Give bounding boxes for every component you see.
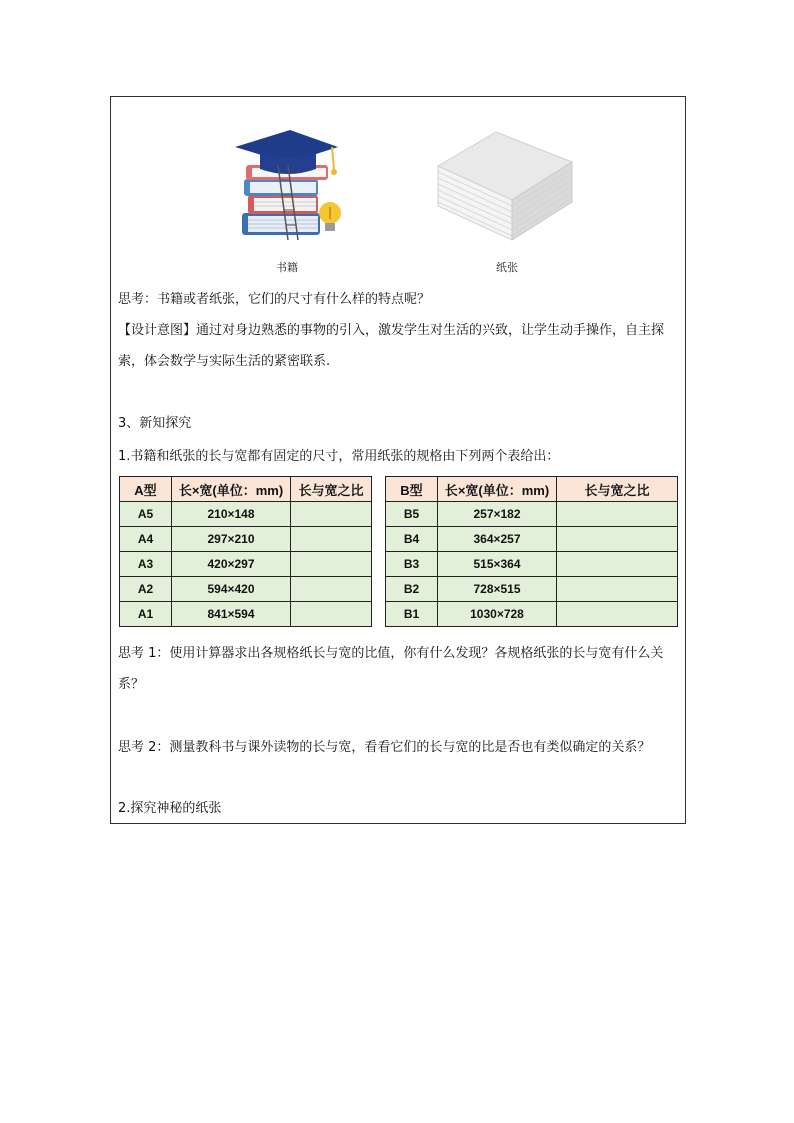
- b-type-cell: B3: [386, 552, 438, 577]
- b-type-cell: B2: [386, 577, 438, 602]
- table-gap: [372, 552, 386, 577]
- a-dims-cell: 210×148: [172, 502, 291, 527]
- paper-stack-illustration: [432, 128, 578, 244]
- table-gap: [372, 502, 386, 527]
- a-ratio-cell: [291, 602, 372, 627]
- header-b-type: B型: [386, 477, 438, 502]
- a-type-cell: A2: [120, 577, 172, 602]
- table-gap: [372, 602, 386, 627]
- b-ratio-cell: [557, 602, 678, 627]
- table-row: [120, 602, 678, 627]
- think-2: 思考 2：测量教科书与课外读物的长与宽，看看它们的长与宽的比是否也有类似确定的关系？: [118, 740, 651, 755]
- item-1-text: 1.书籍和纸张的长与宽都有固定的尺寸，常用纸张的规格由下列两个表给出：: [118, 449, 560, 464]
- section-heading: 3、新知探究: [118, 416, 192, 431]
- b-ratio-cell: [557, 527, 678, 552]
- table-row: [120, 502, 678, 527]
- a-type-cell: A1: [120, 602, 172, 627]
- b-type-cell: B5: [386, 502, 438, 527]
- a-dims-cell: 841×594: [172, 602, 291, 627]
- b-type-cell: B4: [386, 527, 438, 552]
- b-ratio-cell: [557, 577, 678, 602]
- b-dims-cell: 257×182: [438, 502, 557, 527]
- header-a-type: A型: [120, 477, 172, 502]
- a-type-cell: A3: [120, 552, 172, 577]
- table-gap: [372, 527, 386, 552]
- think-1: 思考 1：使用计算器求出各规格纸长与宽的比值，你有什么发现？各规格纸张的长与宽有什么关系？: [118, 646, 664, 692]
- a-ratio-cell: [291, 502, 372, 527]
- table-row: [120, 552, 678, 577]
- a-ratio-cell: [291, 527, 372, 552]
- header-a-ratio: 长与宽之比: [291, 477, 372, 502]
- header-b-dims: 长×宽(单位：mm): [438, 477, 557, 502]
- a-ratio-cell: [291, 552, 372, 577]
- a-dims-cell: 594×420: [172, 577, 291, 602]
- a-dims-cell: 297×210: [172, 527, 291, 552]
- think-intro: 思考：书籍或者纸张，它们的尺寸有什么样的特点呢？: [118, 292, 431, 307]
- a-type-cell: A4: [120, 527, 172, 552]
- design-intent: 【设计意图】通过对身边熟悉的事物的引入，激发学生对生活的兴致，让学生动手操作，自主探索，体会数学与实际生活的紧密联系.: [118, 323, 665, 369]
- header-a-dims: 长×宽(单位：mm): [172, 477, 291, 502]
- a-dims-cell: 420×297: [172, 552, 291, 577]
- table-header-row: [120, 477, 678, 502]
- b-dims-cell: 364×257: [438, 527, 557, 552]
- a-ratio-cell: [291, 577, 372, 602]
- b-dims-cell: 1030×728: [438, 602, 557, 627]
- table-gap: [372, 577, 386, 602]
- b-dims-cell: 728×515: [438, 577, 557, 602]
- table-row: [120, 577, 678, 602]
- paper-size-table: [119, 476, 678, 627]
- b-dims-cell: 515×364: [438, 552, 557, 577]
- b-type-cell: B1: [386, 602, 438, 627]
- table-gap: [372, 477, 386, 502]
- a-type-cell: A5: [120, 502, 172, 527]
- header-b-ratio: 长与宽之比: [557, 477, 678, 502]
- paper-caption: 纸张: [496, 261, 518, 274]
- b-ratio-cell: [557, 502, 678, 527]
- table-row: [120, 527, 678, 552]
- books-illustration: [230, 125, 350, 245]
- item-2-text: 2.探究神秘的纸张: [118, 801, 222, 816]
- books-caption: 书籍: [276, 261, 298, 274]
- b-ratio-cell: [557, 552, 678, 577]
